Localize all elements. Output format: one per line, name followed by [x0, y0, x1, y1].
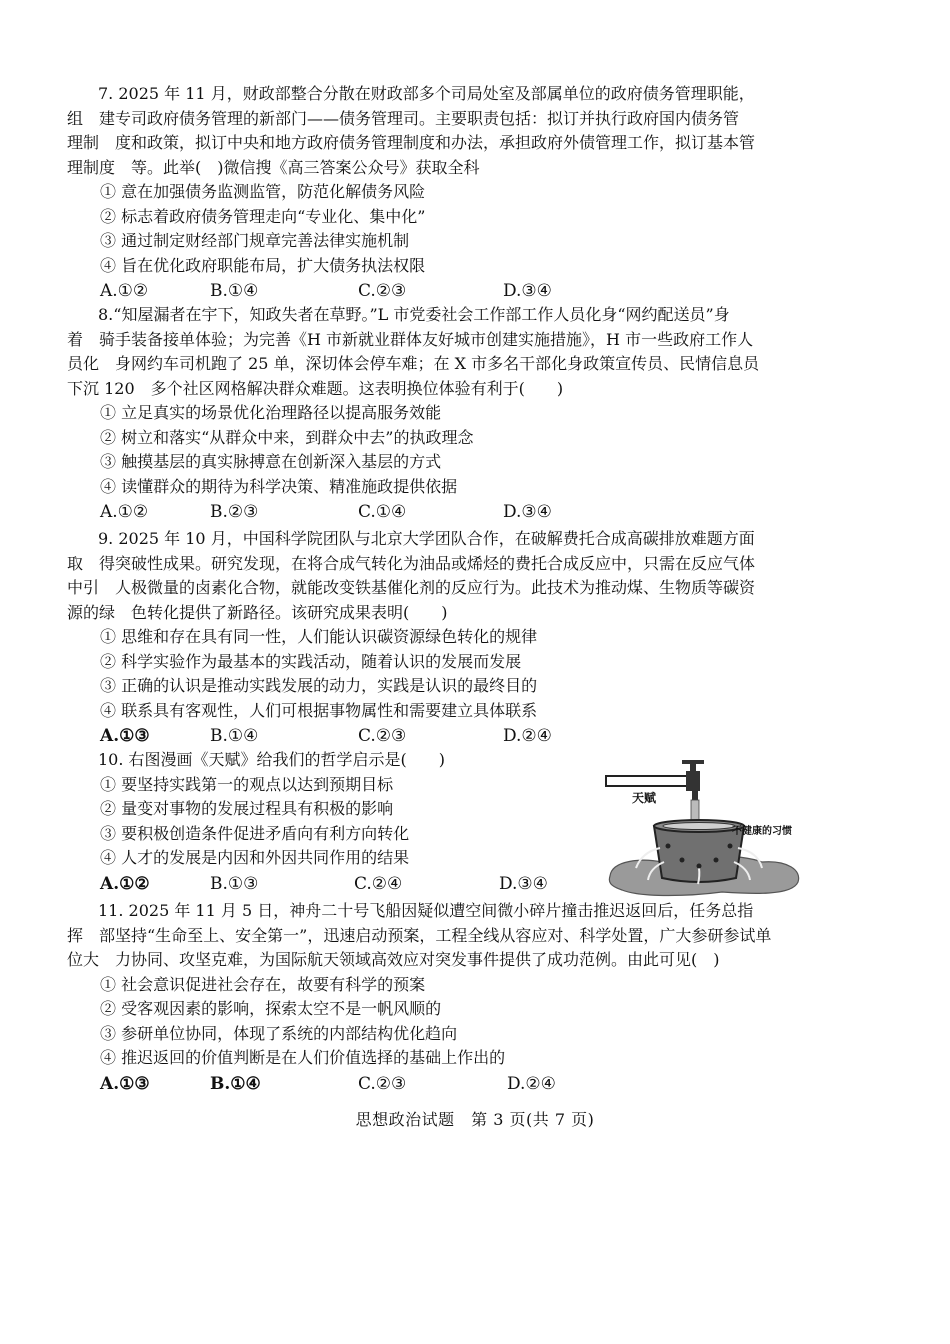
q9-stem-line: 中引 人极微量的卤素化合物，就能改变铁基催化剂的反应行为。此技术为推动煤、生物质等碳资 [67, 578, 756, 597]
q9-stem-line: 9. 2025 年 10 月，中国科学院团队与北京大学团队合作，在破解费托合成高碳排放难题方面 [98, 529, 755, 548]
q8-choice-a[interactable]: A.①② [100, 502, 149, 522]
q10-choices [96, 871, 596, 897]
q11-choices [96, 1071, 812, 1097]
q11-option-2: ② 受客观因素的影响，探索太空不是一帆风顺的 [100, 999, 442, 1018]
q7-stem-line: 组 建专司政府债务管理的新部门——债务管理司。主要职责包括：拟订并执行政府国内债务管 [67, 108, 740, 128]
q11-option-4: ④ 推迟返回的价值判断是在人们价值选择的基础上作出的 [100, 1048, 506, 1067]
q10-option-2: ② 量变对事物的发展过程具有积极的影响 [100, 799, 394, 818]
cartoon-label-talent: 天赋 [632, 791, 657, 805]
q10-choice-b[interactable]: B.①③ [210, 873, 259, 894]
q8-choice-c[interactable]: C.①④ [358, 502, 407, 522]
q7-choice-c[interactable]: C.②③ [358, 281, 407, 301]
q8-choices [96, 499, 812, 525]
q8-option-1: ① 立足真实的场景优化治理路径以提高服务效能 [100, 403, 442, 422]
q7-stem-line: 理制 度和政策，拟订中央和地方政府债务管理制度和办法，承担政府外债管理工作，拟订基本管 [67, 133, 756, 152]
q9-choice-d[interactable]: D.②④ [503, 726, 552, 746]
q9-choices [96, 723, 812, 749]
q10-stem-line: 10. 右图漫画《天赋》给我们的哲学启示是( ) [98, 750, 446, 769]
q7-option-3: ③ 通过制定财经部门规章完善法律实施机制 [100, 231, 410, 250]
q8-option-3: ③ 触摸基层的真实脉搏意在创新深入基层的方式 [100, 452, 442, 471]
q9-option-2: ② 科学实验作为最基本的实践活动，随着认识的发展而发展 [100, 651, 522, 671]
q9-choice-b[interactable]: B.①④ [210, 726, 259, 746]
q8-option-2: ② 树立和落实“从群众中来，到群众中去”的执政理念 [100, 427, 474, 447]
cartoon-label-bad-habits: 不健康的习惯 [732, 826, 792, 837]
q7-stem-line: 理制度 等。此举( )微信搜《高三答案公众号》获取全科 [67, 157, 480, 177]
q7-stem-line: 7. 2025 年 11 月，财政部整合分散在财政部多个司局处室及部属单位的政府债务管理职能， [98, 84, 755, 103]
q11-option-3: ③ 参研单位协同，体现了系统的内部结构优化趋向 [100, 1023, 458, 1043]
q7-choice-a[interactable]: A.①② [100, 281, 149, 301]
q11-option-1: ① 社会意识促进社会存在，故要有科学的预案 [100, 974, 426, 994]
question-8 [67, 303, 812, 525]
q10-option-1: ① 要坚持实践第一的观点以达到预期目标 [100, 774, 394, 794]
question-11 [67, 899, 812, 1097]
q11-stem-line: 11. 2025 年 11 月 5 日，神舟二十号飞船因疑似遭空间微小碎片撞击推迟返回后，任务总指 [98, 901, 754, 920]
q9-option-4: ④ 联系具有客观性，人们可根据事物属性和需要建立具体联系 [100, 700, 538, 720]
q9-choice-a[interactable]: A.①③ [100, 726, 150, 746]
q8-option-4: ④ 读懂群众的期待为科学决策、精准施政提供依据 [100, 476, 458, 496]
q11-stem-line: 挥 部坚持“生命至上、安全第一”，迅速启动预案，工程全线从容应对、科学处置，广大参研参试单 [67, 925, 772, 945]
q9-choice-c[interactable]: C.②③ [358, 726, 407, 746]
q7-option-1: ① 意在加强债务监测监管，防范化解债务风险 [100, 182, 426, 201]
q9-stem-line: 取 得突破性成果。研究发现，在将合成气转化为油品或烯烃的费托合成反应中，只需在反应气体 [67, 553, 756, 573]
q11-choice-d[interactable]: D.②④ [507, 1073, 556, 1094]
q7-choice-b[interactable]: B.①④ [210, 281, 259, 301]
cartoon-talent [602, 756, 808, 898]
q8-choice-d[interactable]: D.③④ [503, 502, 552, 522]
q10-choice-c[interactable]: C.②④ [354, 873, 403, 894]
q8-choice-b[interactable]: B.②③ [210, 502, 259, 522]
q9-stem-line: 源的绿 色转化提供了新路径。该研究成果表明( ) [67, 602, 448, 622]
page-footer: 思想政治试题 第 3 页(共 7 页) [355, 1110, 595, 1129]
q7-option-2: ② 标志着政府债务管理走向“专业化、集中化” [100, 206, 426, 226]
question-9 [67, 527, 812, 749]
q7-choice-d[interactable]: D.③④ [503, 281, 552, 301]
question-7 [67, 82, 812, 304]
q11-choice-a[interactable]: A.①③ [100, 1073, 150, 1094]
q8-stem-line: 着 骑手装备接单体验；为完善《H 市新就业群体友好城市创建实施措施》，H 市一些政府工作人 [67, 329, 754, 349]
q7-choices [96, 278, 812, 304]
q7-option-4: ④ 旨在优化政府职能布局，扩大债务执法权限 [100, 255, 426, 275]
question-10 [96, 748, 596, 897]
q10-choice-a[interactable]: A.①② [100, 873, 150, 894]
q11-choice-c[interactable]: C.②③ [358, 1073, 407, 1094]
q8-stem-line: 8.“知屋漏者在宇下，知政失者在草野。”L 市党委社会工作部工作人员化身“网约配送员”身 [98, 305, 730, 324]
q10-option-3: ③ 要积极创造条件促进矛盾向有利方向转化 [100, 823, 410, 843]
q9-option-1: ① 思维和存在具有同一性，人们能认识碳资源绿色转化的规律 [100, 627, 538, 646]
q9-option-3: ③ 正确的认识是推动实践发展的动力，实践是认识的最终目的 [100, 676, 538, 695]
q8-stem-line: 员化 身网约车司机跑了 25 单，深切体会停车难；在 X 市多名干部化身政策宣传员、民情信息员 [67, 354, 760, 373]
q10-choice-d[interactable]: D.③④ [499, 873, 548, 894]
q10-option-4: ④ 人才的发展是内因和外因共同作用的结果 [100, 848, 410, 867]
q11-stem-line: 位大 力协同、攻坚克难，为国际航天领域高效应对突发事件提供了成功范例。由此可见( ) [67, 950, 720, 969]
q8-stem-line: 下沉 120 多个社区网格解决群众难题。这表明换位体验有利于( ) [67, 378, 564, 398]
water-pipe [606, 776, 690, 786]
q11-choice-b[interactable]: B.①④ [210, 1073, 261, 1094]
